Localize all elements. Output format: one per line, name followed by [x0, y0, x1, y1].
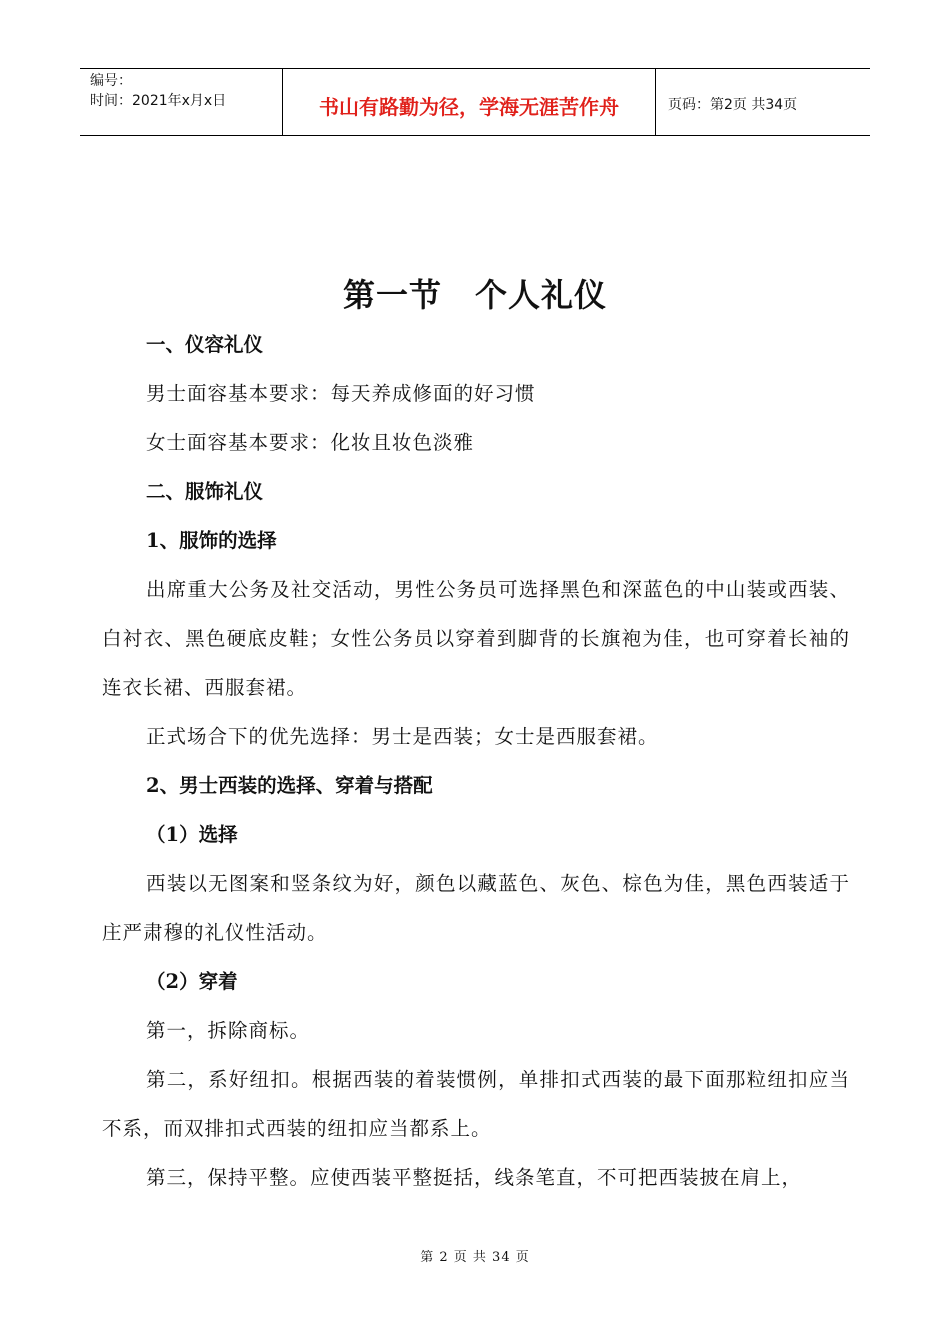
- heading-wearing: （2）穿着: [146, 970, 238, 993]
- heading-selection: （1）选择: [146, 823, 238, 846]
- document-body: [102, 320, 850, 1202]
- paragraph-formal-occasions: 出席重大公务及社交活动，男性公务员可选择黑色和深蓝色的中山装或西装、白衬衣、黑色硬底皮鞋；女性公务员以穿着到脚背的长旗袍为佳，也可穿着长袖的连衣长裙、西服套裙。: [102, 578, 850, 699]
- paragraph-female-face: 女士面容基本要求：化妆且妆色淡雅: [146, 431, 475, 454]
- heading-dress-choice: 1、服饰的选择: [146, 529, 277, 552]
- heading-mens-suit: 2、男士西装的选择、穿着与搭配: [146, 774, 433, 797]
- document-number-label: 编号：: [90, 73, 132, 89]
- header-meta: [80, 69, 283, 135]
- paragraph-remove-label: 第一，拆除商标。: [146, 1019, 311, 1042]
- paragraph-male-face: 男士面容基本要求：每天养成修面的好习惯: [146, 382, 536, 405]
- section-title: 第一节 个人礼仪: [342, 276, 607, 314]
- header-page-info: 页码：第2页 共34页: [668, 97, 798, 113]
- page-footer: 第 2 页 共 34 页: [420, 1250, 530, 1265]
- heading-dress-etiquette: 二、服饰礼仪: [146, 480, 264, 503]
- paragraph-preferred-choice: 正式场合下的优先选择：男士是西装；女士是西服套裙。: [146, 725, 659, 748]
- header-motto: 书山有路勤为径，学海无涯苦作舟: [283, 69, 656, 135]
- page-header: [80, 68, 870, 136]
- paragraph-suit-selection: 西装以无图案和竖条纹为好，颜色以藏蓝色、灰色、棕色为佳，黑色西装适于庄严肃穆的礼仪性活动。: [102, 872, 850, 944]
- paragraph-keep-neat: 第三，保持平整。应使西装平整挺括，线条笔直，不可把西装披在肩上，: [146, 1166, 803, 1189]
- heading-appearance-etiquette: 一、仪容礼仪: [146, 333, 264, 356]
- document-date: 时间：2021年x月x日: [90, 93, 227, 109]
- paragraph-buttons: 第二，系好纽扣。根据西装的着装惯例，单排扣式西装的最下面那粒纽扣应当不系，而双排扣式西装的纽扣应当都系上。: [102, 1068, 850, 1140]
